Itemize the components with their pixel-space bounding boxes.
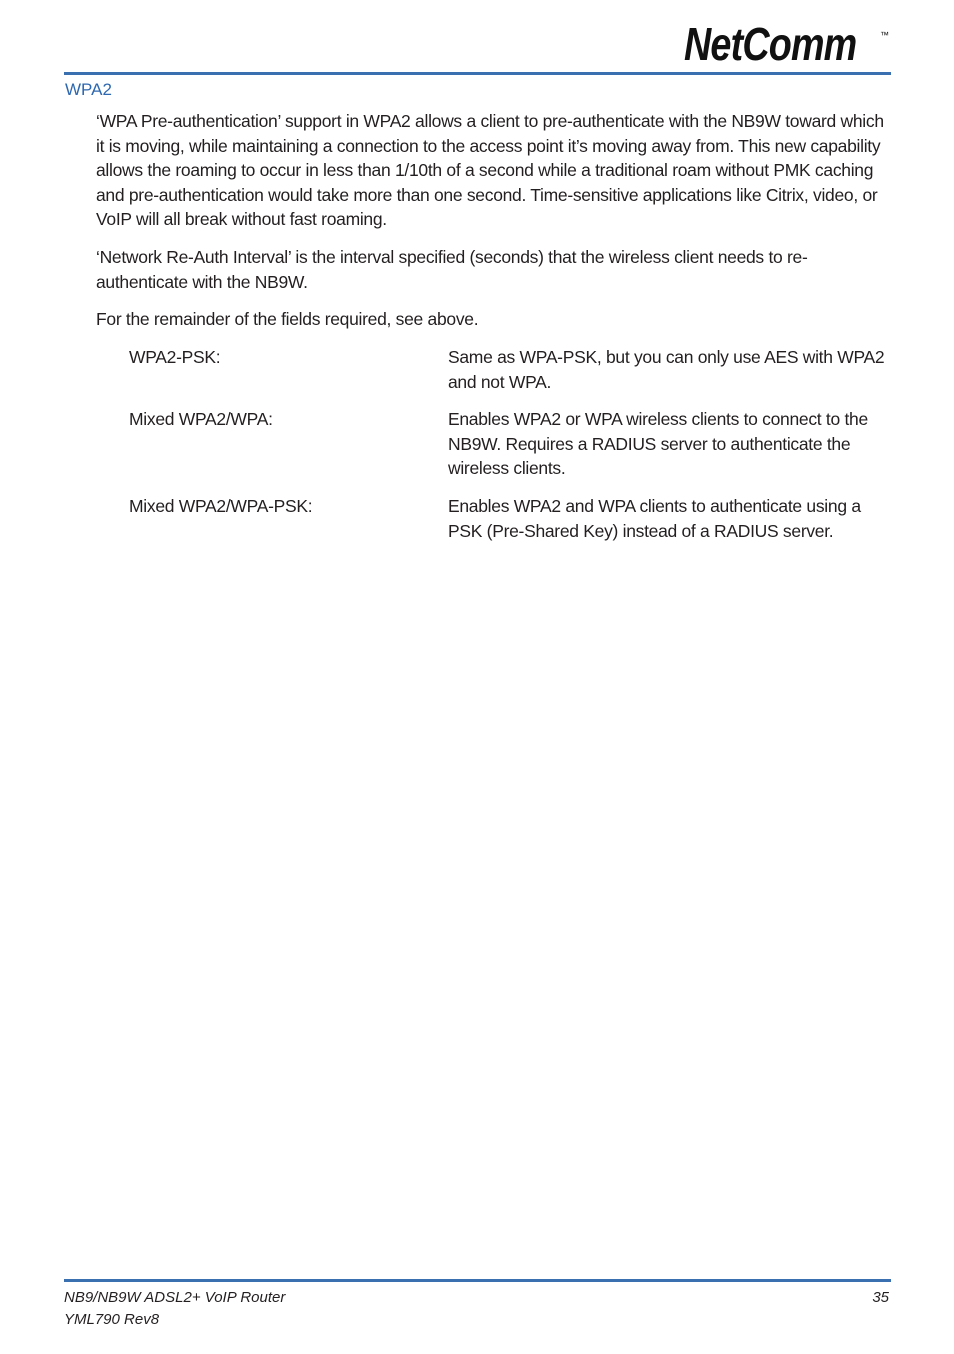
definition-term-wpa2-psk: WPA2-PSK: — [129, 347, 221, 367]
definition-desc-mixed-wpa2-wpa: Enables WPA2 or WPA wireless clients to connect to the NB9W. Requires a RADIUS server to authenticate the wireless clients. — [448, 409, 868, 479]
definition-desc-mixed-wpa2-wpa-psk: Enables WPA2 and WPA clients to authenticate using a PSK (Pre-Shared Key) instead of a RADIUS server. — [448, 496, 861, 541]
header-rule — [64, 72, 891, 75]
section-heading: WPA2 — [65, 80, 112, 99]
logo-wordmark: NetComm — [684, 18, 857, 70]
footer-product: NB9/NB9W ADSL2+ VoIP Router — [64, 1289, 286, 1306]
definition-desc-wpa2-psk: Same as WPA-PSK, but you can only use AES with WPA2 and not WPA. — [448, 347, 885, 392]
footer-rule — [64, 1279, 891, 1282]
netcomm-logo — [684, 18, 894, 70]
definition-term-mixed-wpa2-wpa: Mixed WPA2/WPA: — [129, 409, 273, 429]
definition-term-mixed-wpa2-wpa-psk: Mixed WPA2/WPA-PSK: — [129, 496, 313, 516]
paragraph-reauth-interval: ‘Network Re-Auth Interval’ is the interval specified (seconds) that the wireless client needs to re-authenticate with the NB9W. — [96, 247, 808, 292]
paragraph-remainder: For the remainder of the fields required, see above. — [96, 309, 479, 329]
page-number: 35 — [872, 1289, 889, 1306]
footer-info — [64, 1287, 285, 1331]
footer-doc-id: YML790 Rev8 — [64, 1311, 160, 1328]
trademark-symbol: ™ — [880, 30, 889, 40]
paragraph-pre-authentication: ‘WPA Pre-authentication’ support in WPA2 allows a client to pre-authenticate with the NB9W toward which it is moving, while maintaining a connection to the access point it’s moving away from. This new capability allows the roaming to occur in less than 1/10th of a second while a traditional roam without PMK caching and pre-authentication would take more than one second. Time-sensitive applications like Citrix, video, or VoIP will all break without fast roaming. — [96, 111, 884, 230]
